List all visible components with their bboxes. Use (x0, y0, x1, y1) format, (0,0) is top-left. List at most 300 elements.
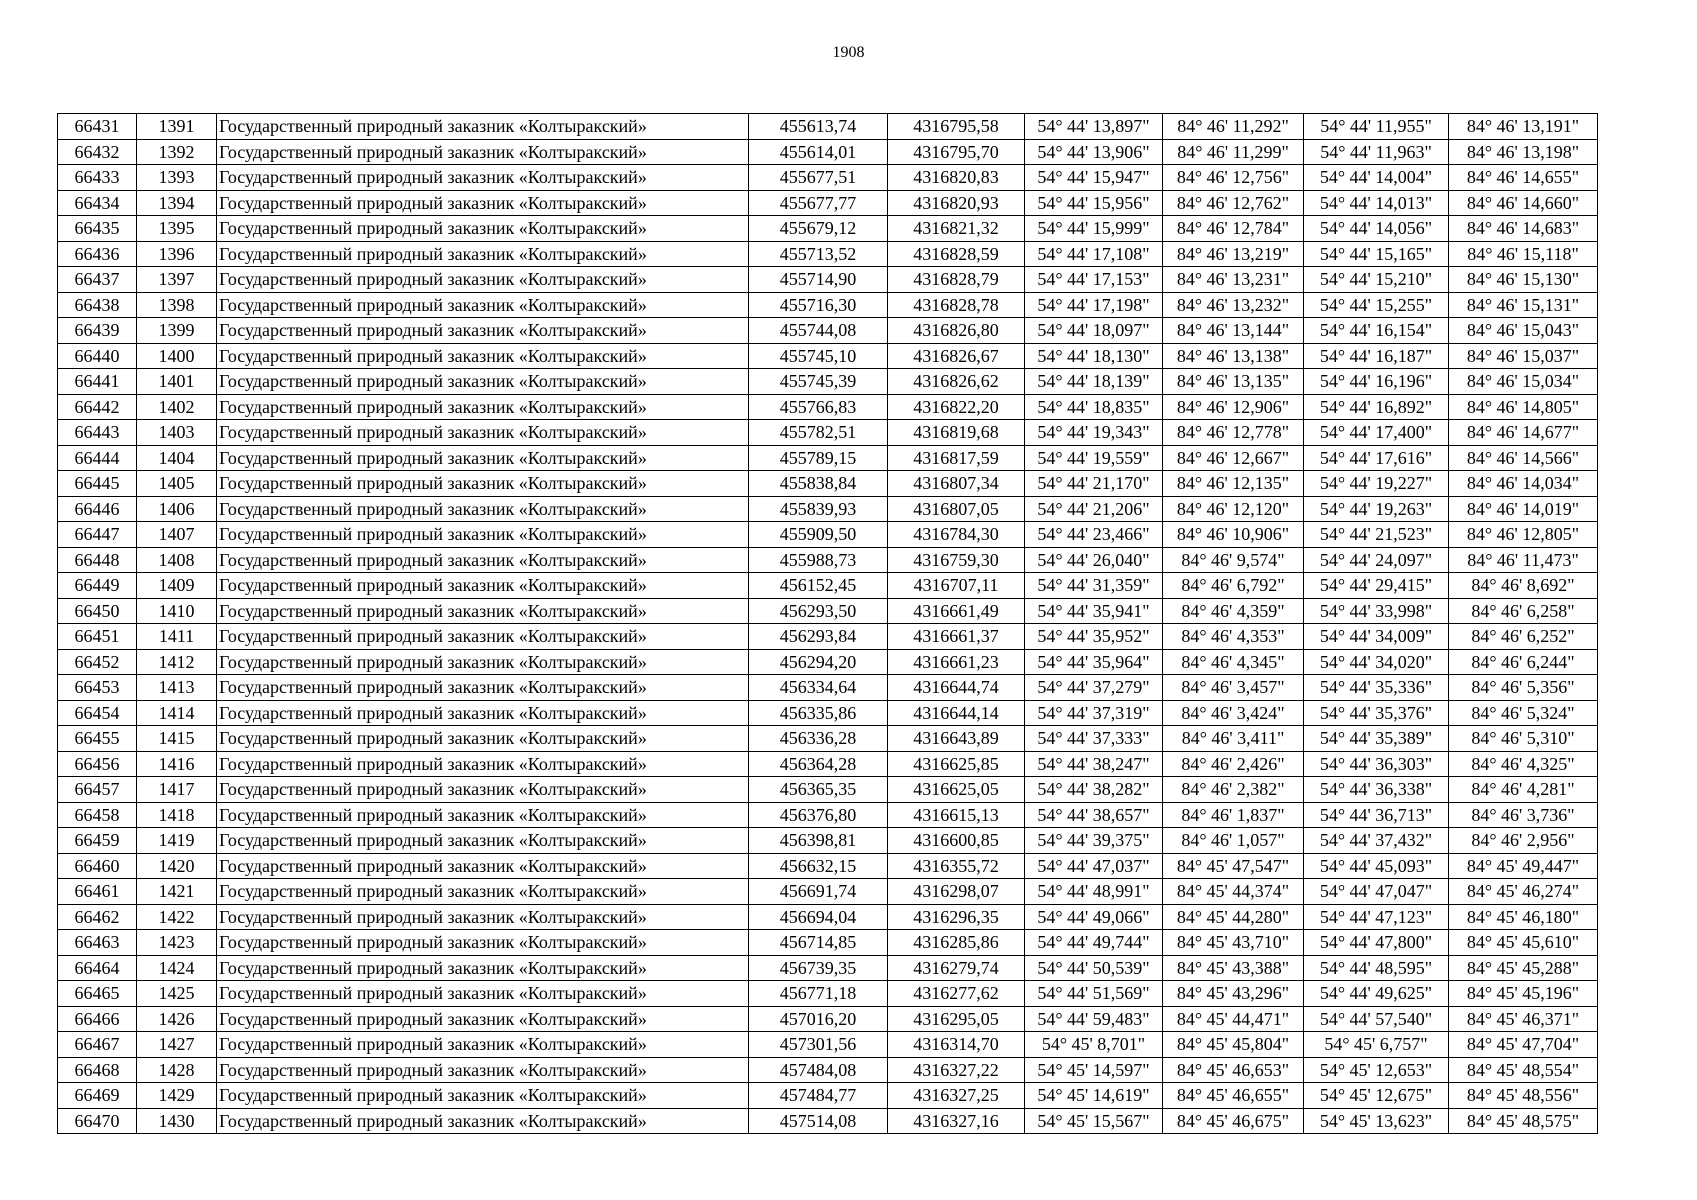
point-number-cell: 1424 (137, 955, 217, 981)
table-row (58, 1083, 1598, 1109)
row-number-cell: 66467 (58, 1032, 137, 1058)
table-row (58, 1032, 1598, 1058)
row-number-cell: 66455 (58, 726, 137, 752)
longitude-1-cell: 84° 46' 11,299" (1163, 139, 1304, 165)
territory-name-cell: Государственный природный заказник «Колтыракский» (217, 879, 749, 905)
longitude-2-cell: 84° 46' 14,019" (1449, 496, 1598, 522)
latitude-2-cell: 54° 44' 36,303" (1304, 751, 1449, 777)
longitude-2-cell: 84° 45' 46,274" (1449, 879, 1598, 905)
longitude-2-cell: 84° 45' 45,288" (1449, 955, 1598, 981)
longitude-2-cell: 84° 46' 15,034" (1449, 369, 1598, 395)
row-number-cell: 66448 (58, 547, 137, 573)
table-row (58, 241, 1598, 267)
latitude-2-cell: 54° 44' 15,255" (1304, 292, 1449, 318)
x-coordinate-cell: 456293,50 (749, 598, 888, 624)
longitude-1-cell: 84° 45' 44,374" (1163, 879, 1304, 905)
y-coordinate-cell: 4316795,58 (888, 114, 1025, 140)
x-coordinate-cell: 455745,39 (749, 369, 888, 395)
x-coordinate-cell: 455988,73 (749, 547, 888, 573)
latitude-1-cell: 54° 44' 15,956" (1025, 190, 1163, 216)
longitude-1-cell: 84° 45' 46,653" (1163, 1057, 1304, 1083)
latitude-2-cell: 54° 44' 49,625" (1304, 981, 1449, 1007)
territory-name-cell: Государственный природный заказник «Колтыракский» (217, 904, 749, 930)
y-coordinate-cell: 4316817,59 (888, 445, 1025, 471)
latitude-2-cell: 54° 45' 13,623" (1304, 1108, 1449, 1134)
latitude-1-cell: 54° 44' 17,108" (1025, 241, 1163, 267)
latitude-1-cell: 54° 44' 21,206" (1025, 496, 1163, 522)
territory-name-cell: Государственный природный заказник «Колтыракский» (217, 853, 749, 879)
longitude-2-cell: 84° 46' 3,736" (1449, 802, 1598, 828)
territory-name-cell: Государственный природный заказник «Колтыракский» (217, 1057, 749, 1083)
y-coordinate-cell: 4316600,85 (888, 828, 1025, 854)
longitude-2-cell: 84° 45' 48,556" (1449, 1083, 1598, 1109)
territory-name-cell: Государственный природный заказник «Колтыракский» (217, 496, 749, 522)
point-number-cell: 1397 (137, 267, 217, 293)
table-row (58, 879, 1598, 905)
territory-name-cell: Государственный природный заказник «Колтыракский» (217, 828, 749, 854)
longitude-1-cell: 84° 46' 6,792" (1163, 573, 1304, 599)
x-coordinate-cell: 455909,50 (749, 522, 888, 548)
longitude-1-cell: 84° 46' 9,574" (1163, 547, 1304, 573)
latitude-2-cell: 54° 44' 11,955" (1304, 114, 1449, 140)
longitude-1-cell: 84° 46' 12,667" (1163, 445, 1304, 471)
x-coordinate-cell: 456336,28 (749, 726, 888, 752)
latitude-1-cell: 54° 44' 59,483" (1025, 1006, 1163, 1032)
x-coordinate-cell: 456334,64 (749, 675, 888, 701)
y-coordinate-cell: 4316822,20 (888, 394, 1025, 420)
row-number-cell: 66458 (58, 802, 137, 828)
row-number-cell: 66465 (58, 981, 137, 1007)
x-coordinate-cell: 455789,15 (749, 445, 888, 471)
longitude-2-cell: 84° 45' 46,180" (1449, 904, 1598, 930)
y-coordinate-cell: 4316615,13 (888, 802, 1025, 828)
y-coordinate-cell: 4316625,85 (888, 751, 1025, 777)
row-number-cell: 66441 (58, 369, 137, 395)
x-coordinate-cell: 457484,77 (749, 1083, 888, 1109)
table-row (58, 471, 1598, 497)
table-row (58, 981, 1598, 1007)
latitude-1-cell: 54° 44' 35,964" (1025, 649, 1163, 675)
y-coordinate-cell: 4316819,68 (888, 420, 1025, 446)
table-row (58, 318, 1598, 344)
row-number-cell: 66443 (58, 420, 137, 446)
latitude-1-cell: 54° 44' 23,466" (1025, 522, 1163, 548)
y-coordinate-cell: 4316807,34 (888, 471, 1025, 497)
row-number-cell: 66460 (58, 853, 137, 879)
point-number-cell: 1418 (137, 802, 217, 828)
point-number-cell: 1422 (137, 904, 217, 930)
row-number-cell: 66444 (58, 445, 137, 471)
latitude-1-cell: 54° 44' 26,040" (1025, 547, 1163, 573)
table-row (58, 1057, 1598, 1083)
table-row (58, 1108, 1598, 1134)
row-number-cell: 66452 (58, 649, 137, 675)
latitude-1-cell: 54° 45' 14,619" (1025, 1083, 1163, 1109)
latitude-2-cell: 54° 44' 47,123" (1304, 904, 1449, 930)
x-coordinate-cell: 457484,08 (749, 1057, 888, 1083)
latitude-1-cell: 54° 44' 17,198" (1025, 292, 1163, 318)
table-row (58, 649, 1598, 675)
territory-name-cell: Государственный природный заказник «Колтыракский» (217, 267, 749, 293)
territory-name-cell: Государственный природный заказник «Колтыракский» (217, 139, 749, 165)
point-number-cell: 1410 (137, 598, 217, 624)
point-number-cell: 1425 (137, 981, 217, 1007)
point-number-cell: 1403 (137, 420, 217, 446)
row-number-cell: 66433 (58, 165, 137, 191)
latitude-2-cell: 54° 44' 35,336" (1304, 675, 1449, 701)
latitude-1-cell: 54° 44' 37,333" (1025, 726, 1163, 752)
latitude-1-cell: 54° 44' 18,097" (1025, 318, 1163, 344)
territory-name-cell: Государственный природный заказник «Колтыракский» (217, 598, 749, 624)
longitude-1-cell: 84° 46' 12,120" (1163, 496, 1304, 522)
x-coordinate-cell: 456376,80 (749, 802, 888, 828)
territory-name-cell: Государственный природный заказник «Колтыракский» (217, 624, 749, 650)
territory-name-cell: Государственный природный заказник «Колтыракский» (217, 649, 749, 675)
territory-name-cell: Государственный природный заказник «Колтыракский» (217, 981, 749, 1007)
row-number-cell: 66466 (58, 1006, 137, 1032)
row-number-cell: 66469 (58, 1083, 137, 1109)
table-row (58, 216, 1598, 242)
longitude-2-cell: 84° 45' 46,371" (1449, 1006, 1598, 1032)
longitude-2-cell: 84° 46' 15,043" (1449, 318, 1598, 344)
latitude-2-cell: 54° 44' 14,056" (1304, 216, 1449, 242)
latitude-2-cell: 54° 44' 11,963" (1304, 139, 1449, 165)
x-coordinate-cell: 456694,04 (749, 904, 888, 930)
latitude-2-cell: 54° 44' 45,093" (1304, 853, 1449, 879)
y-coordinate-cell: 4316644,74 (888, 675, 1025, 701)
latitude-1-cell: 54° 44' 15,947" (1025, 165, 1163, 191)
y-coordinate-cell: 4316285,86 (888, 930, 1025, 956)
point-number-cell: 1428 (137, 1057, 217, 1083)
territory-name-cell: Государственный природный заказник «Колтыракский» (217, 522, 749, 548)
x-coordinate-cell: 455713,52 (749, 241, 888, 267)
longitude-1-cell: 84° 45' 47,547" (1163, 853, 1304, 879)
latitude-2-cell: 54° 44' 36,713" (1304, 802, 1449, 828)
longitude-1-cell: 84° 45' 44,471" (1163, 1006, 1304, 1032)
x-coordinate-cell: 455766,83 (749, 394, 888, 420)
x-coordinate-cell: 456152,45 (749, 573, 888, 599)
x-coordinate-cell: 455838,84 (749, 471, 888, 497)
row-number-cell: 66451 (58, 624, 137, 650)
y-coordinate-cell: 4316707,11 (888, 573, 1025, 599)
x-coordinate-cell: 455716,30 (749, 292, 888, 318)
point-number-cell: 1399 (137, 318, 217, 344)
latitude-1-cell: 54° 44' 37,319" (1025, 700, 1163, 726)
longitude-2-cell: 84° 46' 4,325" (1449, 751, 1598, 777)
longitude-1-cell: 84° 46' 12,756" (1163, 165, 1304, 191)
table-row (58, 420, 1598, 446)
y-coordinate-cell: 4316784,30 (888, 522, 1025, 548)
x-coordinate-cell: 456294,20 (749, 649, 888, 675)
territory-name-cell: Государственный природный заказник «Колтыракский» (217, 318, 749, 344)
longitude-2-cell: 84° 46' 5,324" (1449, 700, 1598, 726)
y-coordinate-cell: 4316826,80 (888, 318, 1025, 344)
latitude-2-cell: 54° 44' 57,540" (1304, 1006, 1449, 1032)
x-coordinate-cell: 455677,51 (749, 165, 888, 191)
latitude-1-cell: 54° 44' 38,657" (1025, 802, 1163, 828)
table-row (58, 394, 1598, 420)
longitude-1-cell: 84° 46' 12,778" (1163, 420, 1304, 446)
y-coordinate-cell: 4316821,32 (888, 216, 1025, 242)
x-coordinate-cell: 457514,08 (749, 1108, 888, 1134)
longitude-2-cell: 84° 46' 6,252" (1449, 624, 1598, 650)
latitude-1-cell: 54° 44' 13,897" (1025, 114, 1163, 140)
latitude-2-cell: 54° 44' 24,097" (1304, 547, 1449, 573)
territory-name-cell: Государственный природный заказник «Колтыракский» (217, 241, 749, 267)
row-number-cell: 66437 (58, 267, 137, 293)
territory-name-cell: Государственный природный заказник «Колтыракский» (217, 292, 749, 318)
territory-name-cell: Государственный природный заказник «Колтыракский» (217, 1006, 749, 1032)
table-row (58, 904, 1598, 930)
longitude-1-cell: 84° 46' 1,057" (1163, 828, 1304, 854)
row-number-cell: 66438 (58, 292, 137, 318)
longitude-2-cell: 84° 46' 5,310" (1449, 726, 1598, 752)
territory-name-cell: Государственный природный заказник «Колтыракский» (217, 1083, 749, 1109)
y-coordinate-cell: 4316327,25 (888, 1083, 1025, 1109)
latitude-1-cell: 54° 44' 18,139" (1025, 369, 1163, 395)
y-coordinate-cell: 4316327,22 (888, 1057, 1025, 1083)
point-number-cell: 1430 (137, 1108, 217, 1134)
longitude-2-cell: 84° 46' 14,566" (1449, 445, 1598, 471)
longitude-2-cell: 84° 45' 47,704" (1449, 1032, 1598, 1058)
point-number-cell: 1407 (137, 522, 217, 548)
point-number-cell: 1415 (137, 726, 217, 752)
table-row (58, 930, 1598, 956)
longitude-1-cell: 84° 46' 1,837" (1163, 802, 1304, 828)
table-row (58, 828, 1598, 854)
x-coordinate-cell: 456739,35 (749, 955, 888, 981)
latitude-1-cell: 54° 44' 38,282" (1025, 777, 1163, 803)
latitude-2-cell: 54° 45' 12,675" (1304, 1083, 1449, 1109)
latitude-1-cell: 54° 44' 19,343" (1025, 420, 1163, 446)
longitude-1-cell: 84° 46' 12,135" (1163, 471, 1304, 497)
longitude-1-cell: 84° 45' 44,280" (1163, 904, 1304, 930)
point-number-cell: 1406 (137, 496, 217, 522)
row-number-cell: 66446 (58, 496, 137, 522)
longitude-2-cell: 84° 46' 15,118" (1449, 241, 1598, 267)
row-number-cell: 66432 (58, 139, 137, 165)
latitude-1-cell: 54° 44' 35,952" (1025, 624, 1163, 650)
table-row (58, 496, 1598, 522)
row-number-cell: 66435 (58, 216, 137, 242)
latitude-2-cell: 54° 44' 34,020" (1304, 649, 1449, 675)
table-row (58, 292, 1598, 318)
territory-name-cell: Государственный природный заказник «Колтыракский» (217, 751, 749, 777)
table-row (58, 267, 1598, 293)
point-number-cell: 1423 (137, 930, 217, 956)
row-number-cell: 66457 (58, 777, 137, 803)
point-number-cell: 1404 (137, 445, 217, 471)
longitude-2-cell: 84° 46' 14,034" (1449, 471, 1598, 497)
latitude-2-cell: 54° 44' 19,263" (1304, 496, 1449, 522)
longitude-1-cell: 84° 45' 46,675" (1163, 1108, 1304, 1134)
x-coordinate-cell: 456714,85 (749, 930, 888, 956)
point-number-cell: 1401 (137, 369, 217, 395)
y-coordinate-cell: 4316625,05 (888, 777, 1025, 803)
longitude-2-cell: 84° 46' 14,683" (1449, 216, 1598, 242)
latitude-2-cell: 54° 44' 17,400" (1304, 420, 1449, 446)
row-number-cell: 66468 (58, 1057, 137, 1083)
latitude-1-cell: 54° 44' 38,247" (1025, 751, 1163, 777)
territory-name-cell: Государственный природный заказник «Колтыракский» (217, 114, 749, 140)
table-row (58, 751, 1598, 777)
longitude-2-cell: 84° 46' 8,692" (1449, 573, 1598, 599)
longitude-1-cell: 84° 46' 13,232" (1163, 292, 1304, 318)
longitude-1-cell: 84° 46' 10,906" (1163, 522, 1304, 548)
y-coordinate-cell: 4316279,74 (888, 955, 1025, 981)
x-coordinate-cell: 456365,35 (749, 777, 888, 803)
x-coordinate-cell: 456771,18 (749, 981, 888, 1007)
point-number-cell: 1391 (137, 114, 217, 140)
y-coordinate-cell: 4316759,30 (888, 547, 1025, 573)
x-coordinate-cell: 456335,86 (749, 700, 888, 726)
longitude-2-cell: 84° 46' 11,473" (1449, 547, 1598, 573)
latitude-1-cell: 54° 44' 37,279" (1025, 675, 1163, 701)
point-number-cell: 1396 (137, 241, 217, 267)
point-number-cell: 1414 (137, 700, 217, 726)
latitude-1-cell: 54° 45' 8,701" (1025, 1032, 1163, 1058)
territory-name-cell: Государственный природный заказник «Колтыракский» (217, 547, 749, 573)
row-number-cell: 66439 (58, 318, 137, 344)
y-coordinate-cell: 4316327,16 (888, 1108, 1025, 1134)
longitude-2-cell: 84° 46' 13,191" (1449, 114, 1598, 140)
point-number-cell: 1412 (137, 649, 217, 675)
latitude-1-cell: 54° 44' 50,539" (1025, 955, 1163, 981)
x-coordinate-cell: 455839,93 (749, 496, 888, 522)
territory-name-cell: Государственный природный заказник «Колтыракский» (217, 700, 749, 726)
longitude-2-cell: 84° 46' 14,805" (1449, 394, 1598, 420)
point-number-cell: 1429 (137, 1083, 217, 1109)
point-number-cell: 1395 (137, 216, 217, 242)
latitude-1-cell: 54° 45' 14,597" (1025, 1057, 1163, 1083)
y-coordinate-cell: 4316828,78 (888, 292, 1025, 318)
row-number-cell: 66459 (58, 828, 137, 854)
row-number-cell: 66454 (58, 700, 137, 726)
point-number-cell: 1400 (137, 343, 217, 369)
point-number-cell: 1421 (137, 879, 217, 905)
row-number-cell: 66449 (58, 573, 137, 599)
territory-name-cell: Государственный природный заказник «Колтыракский» (217, 573, 749, 599)
x-coordinate-cell: 455613,74 (749, 114, 888, 140)
latitude-2-cell: 54° 44' 33,998" (1304, 598, 1449, 624)
longitude-1-cell: 84° 46' 11,292" (1163, 114, 1304, 140)
row-number-cell: 66464 (58, 955, 137, 981)
territory-name-cell: Государственный природный заказник «Колтыракский» (217, 802, 749, 828)
longitude-1-cell: 84° 45' 43,388" (1163, 955, 1304, 981)
longitude-1-cell: 84° 46' 13,219" (1163, 241, 1304, 267)
longitude-1-cell: 84° 45' 46,655" (1163, 1083, 1304, 1109)
point-number-cell: 1427 (137, 1032, 217, 1058)
y-coordinate-cell: 4316355,72 (888, 853, 1025, 879)
territory-name-cell: Государственный природный заказник «Колтыракский» (217, 1108, 749, 1134)
row-number-cell: 66453 (58, 675, 137, 701)
territory-name-cell: Государственный природный заказник «Колтыракский» (217, 394, 749, 420)
table-row (58, 777, 1598, 803)
table-row (58, 726, 1598, 752)
latitude-1-cell: 54° 44' 21,170" (1025, 471, 1163, 497)
longitude-2-cell: 84° 46' 14,677" (1449, 420, 1598, 446)
x-coordinate-cell: 455679,12 (749, 216, 888, 242)
latitude-2-cell: 54° 44' 37,432" (1304, 828, 1449, 854)
y-coordinate-cell: 4316644,14 (888, 700, 1025, 726)
latitude-2-cell: 54° 44' 36,338" (1304, 777, 1449, 803)
longitude-1-cell: 84° 46' 3,411" (1163, 726, 1304, 752)
latitude-1-cell: 54° 45' 15,567" (1025, 1108, 1163, 1134)
table-row (58, 700, 1598, 726)
longitude-2-cell: 84° 46' 4,281" (1449, 777, 1598, 803)
table-row (58, 114, 1598, 140)
y-coordinate-cell: 4316828,59 (888, 241, 1025, 267)
point-number-cell: 1394 (137, 190, 217, 216)
latitude-1-cell: 54° 44' 31,359" (1025, 573, 1163, 599)
x-coordinate-cell: 456364,28 (749, 751, 888, 777)
latitude-2-cell: 54° 44' 29,415" (1304, 573, 1449, 599)
point-number-cell: 1402 (137, 394, 217, 420)
y-coordinate-cell: 4316277,62 (888, 981, 1025, 1007)
table-row (58, 802, 1598, 828)
x-coordinate-cell: 456632,15 (749, 853, 888, 879)
territory-name-cell: Государственный природный заказник «Колтыракский» (217, 726, 749, 752)
row-number-cell: 66456 (58, 751, 137, 777)
latitude-1-cell: 54° 44' 49,744" (1025, 930, 1163, 956)
longitude-1-cell: 84° 46' 12,906" (1163, 394, 1304, 420)
y-coordinate-cell: 4316295,05 (888, 1006, 1025, 1032)
y-coordinate-cell: 4316828,79 (888, 267, 1025, 293)
latitude-2-cell: 54° 44' 16,892" (1304, 394, 1449, 420)
y-coordinate-cell: 4316314,70 (888, 1032, 1025, 1058)
latitude-2-cell: 54° 44' 17,616" (1304, 445, 1449, 471)
table-row (58, 369, 1598, 395)
row-number-cell: 66447 (58, 522, 137, 548)
point-number-cell: 1392 (137, 139, 217, 165)
territory-name-cell: Государственный природный заказник «Колтыракский» (217, 343, 749, 369)
x-coordinate-cell: 456691,74 (749, 879, 888, 905)
territory-name-cell: Государственный природный заказник «Колтыракский» (217, 471, 749, 497)
longitude-1-cell: 84° 46' 13,135" (1163, 369, 1304, 395)
latitude-2-cell: 54° 44' 16,154" (1304, 318, 1449, 344)
point-number-cell: 1408 (137, 547, 217, 573)
table-row (58, 675, 1598, 701)
row-number-cell: 66436 (58, 241, 137, 267)
y-coordinate-cell: 4316661,49 (888, 598, 1025, 624)
coordinates-table (57, 113, 1598, 1134)
latitude-2-cell: 54° 44' 15,210" (1304, 267, 1449, 293)
latitude-1-cell: 54° 44' 35,941" (1025, 598, 1163, 624)
territory-name-cell: Государственный природный заказник «Колтыракский» (217, 1032, 749, 1058)
y-coordinate-cell: 4316820,93 (888, 190, 1025, 216)
latitude-2-cell: 54° 45' 6,757" (1304, 1032, 1449, 1058)
table-row (58, 598, 1598, 624)
point-number-cell: 1419 (137, 828, 217, 854)
latitude-1-cell: 54° 44' 51,569" (1025, 981, 1163, 1007)
x-coordinate-cell: 457016,20 (749, 1006, 888, 1032)
x-coordinate-cell: 455745,10 (749, 343, 888, 369)
point-number-cell: 1426 (137, 1006, 217, 1032)
latitude-1-cell: 54° 44' 17,153" (1025, 267, 1163, 293)
table-row (58, 547, 1598, 573)
table-row (58, 190, 1598, 216)
territory-name-cell: Государственный природный заказник «Колтыракский» (217, 445, 749, 471)
x-coordinate-cell: 456398,81 (749, 828, 888, 854)
table-row (58, 624, 1598, 650)
row-number-cell: 66434 (58, 190, 137, 216)
point-number-cell: 1420 (137, 853, 217, 879)
territory-name-cell: Государственный природный заказник «Колтыракский» (217, 930, 749, 956)
y-coordinate-cell: 4316298,07 (888, 879, 1025, 905)
table-row (58, 1006, 1598, 1032)
latitude-1-cell: 54° 44' 49,066" (1025, 904, 1163, 930)
point-number-cell: 1409 (137, 573, 217, 599)
